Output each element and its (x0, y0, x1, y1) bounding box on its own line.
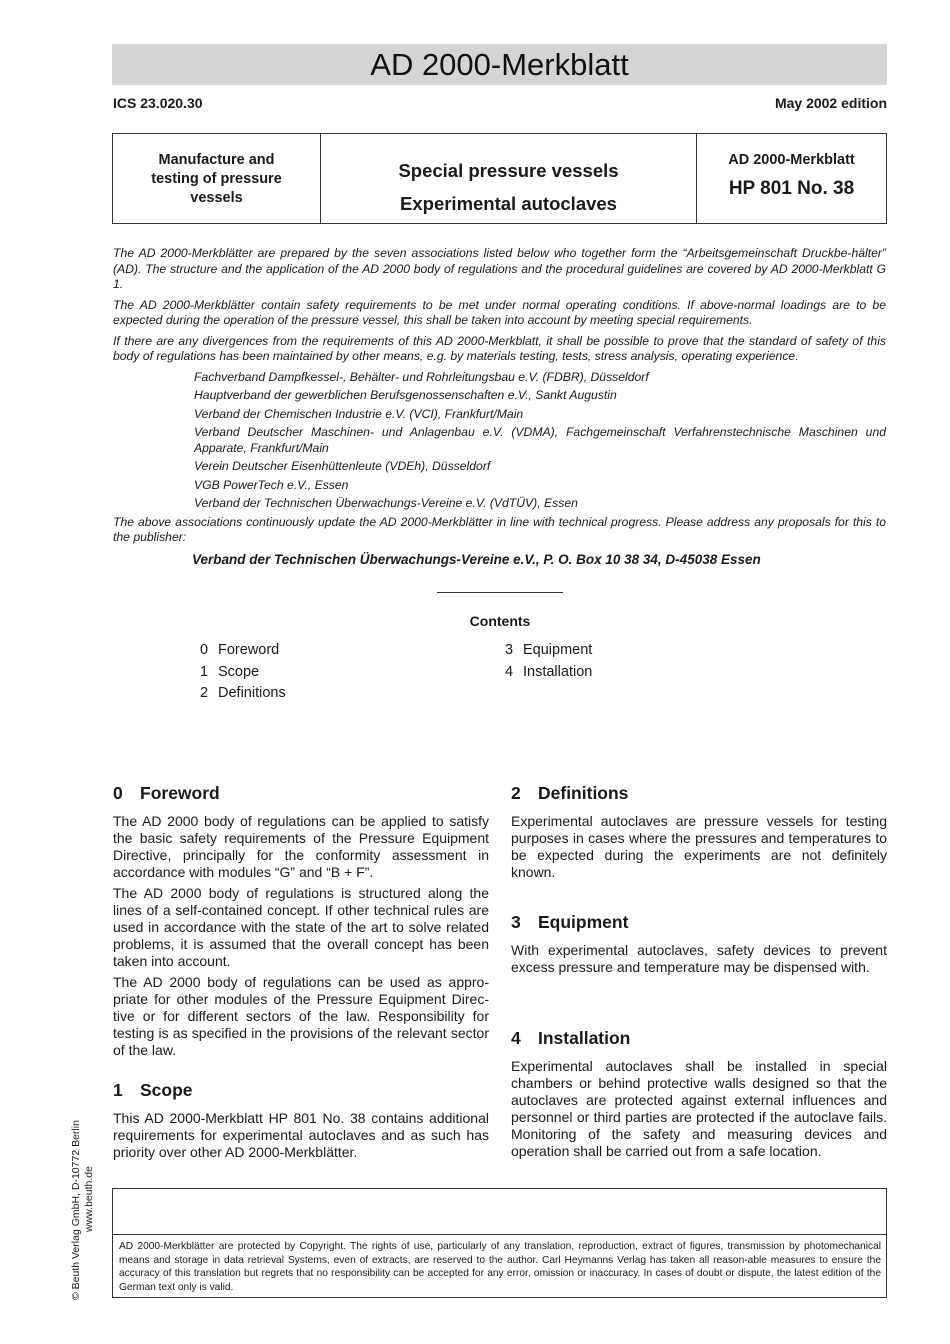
toc-number: 2 (200, 685, 209, 701)
section-number: 2 (511, 783, 521, 803)
section-paragraph: With experimental autoclaves, safety devices to prevent excess pressure and temperature may be dispensed with. (511, 942, 887, 975)
toc-number: 1 (200, 663, 209, 680)
section-heading (511, 1030, 887, 1047)
section-paragraph: The AD 2000 body of regulations can be applied to satisfy the basic safety requirements of the Pressure Equipment Directive, principally for the conformity assessment in accordance with modules “G” and “B + F”. (113, 813, 489, 880)
toc-item[interactable] (200, 662, 286, 684)
toc-number: 3 (505, 642, 514, 658)
toc-left-column (200, 640, 286, 705)
toc-number: 4 (505, 663, 514, 680)
section-number: 3 (511, 912, 521, 932)
association-list (194, 370, 886, 512)
toc-label: Installation (523, 663, 593, 680)
intro-paragraph: The AD 2000-Merkblätter are prepared by the seven associations listed below who together form the “Arbeitsgemeinschaft Druckbe-hälter” (AD). The structure and the application of the AD 2000 body of regulations and the procedural guidelines are covered by AD 2000-Merkblatt G 1. (113, 246, 886, 291)
divider (437, 592, 563, 593)
document-number: HP 801 No. 38 (728, 178, 855, 199)
toc-label: Scope (218, 663, 260, 680)
section-heading (511, 914, 887, 931)
intro-paragraph: The above associations continuously update the AD 2000-Merkblätter in line with technical progress. Please address any proposals for this to the publisher: (113, 514, 886, 544)
series-name: AD 2000-Merkblatt (728, 152, 855, 168)
section-paragraph: Experimental autoclaves are pressure vessels for testing purposes in cases where the pressures and temperatures to be expected during the experiments are not definitely known. (511, 813, 887, 880)
association-item: Fachverband Dampfkessel-, Behälter- und Rohrleitungsbau e.V. (FDBR), Düsseldorf (194, 369, 649, 384)
category-cell (113, 134, 321, 223)
toc-label: Equipment (523, 642, 593, 658)
section-number: 1 (113, 1080, 123, 1100)
association-item: Verband der Technischen Überwachungs-Vereine e.V. (VdTÜV), Essen (194, 496, 578, 510)
section-number: 0 (113, 783, 123, 803)
section-heading (113, 785, 489, 802)
publisher-sidebar (70, 1100, 110, 1300)
section-installation (511, 1030, 887, 1164)
category-line: vessels (190, 190, 243, 206)
section-title: Equipment (538, 912, 629, 932)
intro-section (113, 246, 886, 551)
category-line: Manufacture and (158, 152, 275, 168)
toc-item[interactable] (200, 640, 286, 662)
section-number: 4 (511, 1028, 521, 1048)
section-title: Installation (538, 1028, 631, 1048)
association-item: Verband Deutscher Maschinen- und Anlagenbau e.V. (VDMA), Fachgemeinschaft Verfahrenstechnische Maschinen und Apparate, Frankfurt/Main (194, 425, 886, 455)
document-number-cell (697, 134, 886, 223)
section-title: Definitions (538, 783, 629, 803)
document-title-cell (321, 134, 697, 223)
toc-item[interactable] (505, 662, 592, 684)
document-title: Special pressure vessels (398, 160, 619, 181)
intro-paragraph: The AD 2000-Merkblätter contain safety requirements to be met under normal operating conditions. If above-normal loadings are to be expected during the operation of the pressure vessel, this shall be taken into account by meeting special requirements. (113, 297, 886, 327)
ics-code: ICS 23.020.30 (113, 95, 203, 111)
section-paragraph: The AD 2000 body of regulations can be used as appro-priate for other modules of the Pressure Equipment Direc-tive or for different sectors of the law. Responsibility for testing is as specified in the provisions of the relevant sector of the law. (113, 974, 489, 1058)
association-item: Verein Deutscher Eisenhüttenleute (VDEh), Düsseldorf (194, 459, 491, 473)
sidebar-website[interactable]: www.beuth.de (83, 1166, 95, 1232)
sidebar-line: © Beuth Verlag GmbH, D-10772 Berlin (70, 1120, 82, 1300)
section-paragraph: This AD 2000-Merkblatt HP 801 No. 38 contains additional requirements for experimental autoclaves and as such has priority over other AD 2000-Merkblätter. (113, 1110, 489, 1160)
document-banner: AD 2000-Merkblatt (112, 44, 887, 85)
sidebar-text (70, 1100, 96, 1300)
association-item: Verband der Chemischen Industrie e.V. (VCI), Frankfurt/Main (194, 406, 524, 421)
section-paragraph: The AD 2000 body of regulations is structured along the lines of a self-contained concept. If other technical rules are used in accordance with the state of the art to solve related problems, it is assumed that the overall concept has been taken into account. (113, 885, 489, 969)
contents-heading: Contents (469, 613, 531, 629)
document-subtitle: Experimental autoclaves (400, 193, 617, 214)
intro-paragraph: If there are any divergences from the requirements of this AD 2000-Merkblatt, it shall be possible to prove that the standard of safety of this body of regulations has been maintained by other means, e.g. by materials testing, tests, stress analysis, operating experience. (113, 333, 886, 363)
edition-date: May 2002 edition (774, 95, 887, 111)
category-line: testing of pressure (151, 171, 282, 187)
title-box (112, 133, 887, 224)
association-item: VGB PowerTech e.V., Essen (194, 477, 349, 492)
section-equipment (511, 914, 887, 980)
toc-number: 0 (200, 642, 209, 658)
copyright-notice: AD 2000-Merkblätter are protected by Copyright. The rights of use, particularly of any translation, reproduction, extract of figures, transmission by photomechanical means and storage in data retrieval Systems, even of extracts, are reserved to the author. Carl Heymanns Verlag has taken all reason-able measures to ensure the accuracy of this translation but regrets that no responsibility can be accepted for any error, omission or inaccuracy. In cases of doubt or dispute, the latest edition of the German text only is valid. (113, 1234, 886, 1294)
copyright-box (112, 1188, 887, 1298)
section-title: Scope (140, 1080, 193, 1100)
toc-item[interactable] (505, 640, 592, 662)
toc-label: Foreword (218, 642, 280, 658)
association-item: Hauptverband der gewerblichen Berufsgenossenschaften e.V., Sankt Augustin (194, 388, 617, 402)
toc-right-column (505, 640, 592, 683)
section-definitions (511, 785, 887, 885)
section-heading (511, 785, 887, 802)
section-paragraph: Experimental autoclaves shall be installed in special chambers or behind protective walls designed so that the autoclaves are protected against external influences and personnel or third parties are protected if the autoclave fails. Monitoring of the safety and measuring devices and operation shall be carried out from a safe location. (511, 1058, 887, 1159)
toc-label: Definitions (218, 685, 286, 701)
section-title: Foreword (140, 783, 220, 803)
toc-item[interactable] (200, 683, 286, 705)
publisher-address: Verband der Technischen Überwachungs-Vereine e.V., P. O. Box 10 38 34, D-45038 Essen (192, 552, 761, 567)
section-heading (113, 1082, 489, 1099)
section-foreword (113, 785, 489, 1063)
section-scope (113, 1082, 489, 1165)
